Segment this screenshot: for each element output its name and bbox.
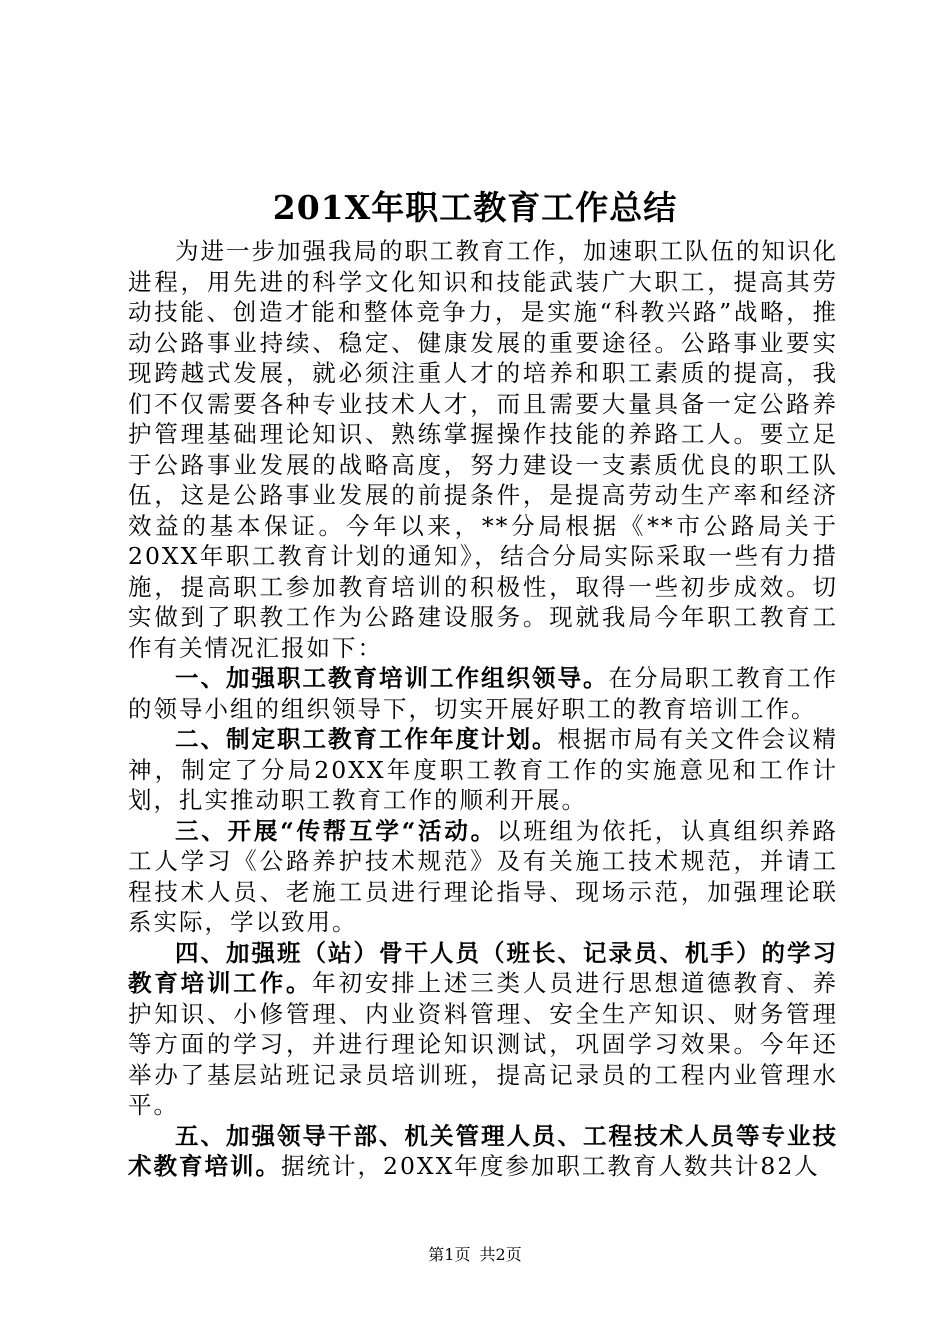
section-paragraph-3 [128, 816, 838, 938]
section-paragraph-1 [128, 663, 838, 724]
section-heading-2: 二、制定职工教育工作年度计划。 [175, 725, 558, 753]
intro-paragraph: 为进一步加强我局的职工教育工作，加速职工队伍的知识化进程，用先进的科学文化知识和技能武装广大职工，提高其劳动技能、创造才能和整体竞争力，是实施“科教兴路”战略，推动公路事业持续、稳定、健康发展的重要途径。公路事业要实现跨越式发展，就必须注重人才的培养和职工素质的提高，我们不仅需要各种专业技术人才，而且需要大量具备一定公路养护管理基础理论知识、熟练掌握操作技能的养路工人。要立足于公路事业发展的战略高度，努力建设一支素质优良的职工队伍，这是公路事业发展的前提条件，是提高劳动生产率和经济效益的基本保证。今年以来，**分局根据《**市公路局关于20XX年职工教育计划的通知》，结合分局实际采取一些有力措施，提高职工参加教育培训的积极性，取得一些初步成效。切实做到了职教工作为公路建设服务。现就我局今年职工教育工作有关情况汇报如下： [128, 237, 838, 662]
section-paragraph-4 [128, 938, 838, 1121]
section-heading-3: 三、开展“传帮互学“活动。 [175, 816, 497, 845]
section-heading-1: 一、加强职工教育培训工作组织领导。 [175, 664, 609, 692]
section-body-5: 据统计，20XX年度参加职工教育人数共计82人 [281, 1152, 820, 1180]
section-body-1: 在分局职工教育工作的领导小组的组织领导下，切实开展好职工的教育培训工作。 [128, 664, 838, 723]
page-footer [0, 1244, 950, 1266]
document-body [128, 236, 838, 1182]
section-body-3: 以班组为依托，认真组织养路工人学习《公路养护技术规范》及有关施工技术规范，并请工程技术人员、老施工员进行理论指导、现场示范，加强理论联系实际，学以致用。 [128, 816, 838, 936]
page-number: 第1页 [428, 1245, 471, 1264]
section-body-4: 年初安排上述三类人员进行思想道德教育、养护知识、小修管理、内业资料管理、安全生产知识、财务管理等方面的学习，并进行理论知识测试，巩固学习效果。今年还举办了基层站班记录员培训班，提高记录员的工程内业管理水平。 [128, 969, 839, 1119]
section-heading-5: 五、加强领导干部、机关管理人员、工程技术人员等专业技术教育培训。 [128, 1121, 838, 1180]
section-body-2: 根据市局有关文件会议精神，制定了分局20XX年度职工教育工作的实施意见和工作计划，扎实推动职工教育工作的顺利开展。 [128, 725, 838, 814]
page-title: 201X年职工教育工作总结 [272, 188, 678, 227]
page-total: 共2页 [479, 1245, 522, 1264]
section-heading-4: 四、加强班（站）骨干人员（班长、记录员、机手）的学习教育培训工作。 [128, 938, 838, 997]
section-paragraph-2 [128, 724, 838, 816]
section-paragraph-5 [128, 1121, 838, 1182]
